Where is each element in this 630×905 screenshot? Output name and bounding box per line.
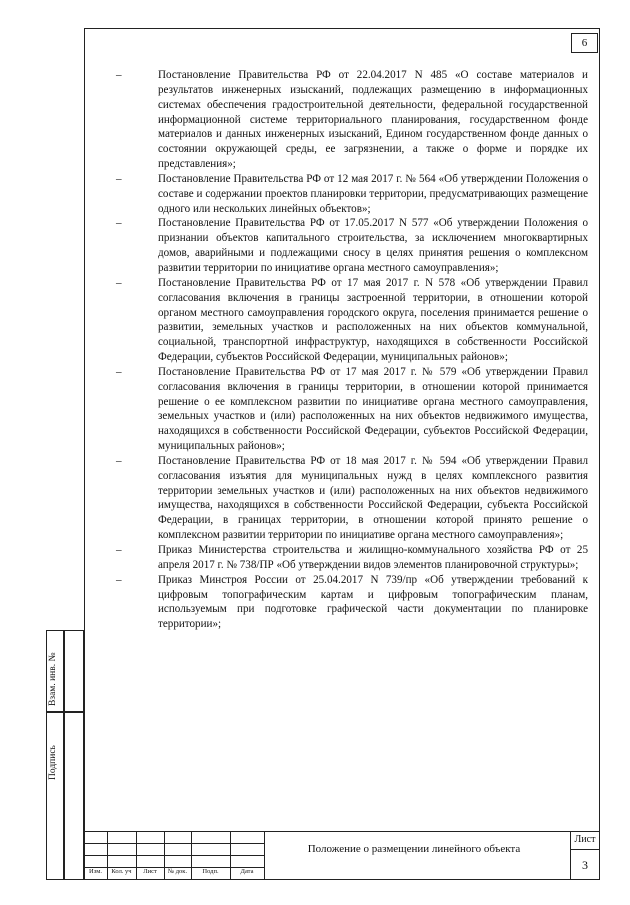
list-item-text: Постановление Правительства РФ от 17 мая 2017 г. № 579 «Об утверждении Правил согласования включения в границы территории, в отношении которой принимается решение о ее комплексном развитии по инициативе органа местного самоуправления, земельных участков и (или) расположенных на них объектов недвижимого имущества, находящихся в собственности Российской Федерации, субъектов Российской Федерации, муниципальных районов»; xyxy=(158,365,588,453)
list-item xyxy=(116,276,588,365)
list-item-text: Постановление Правительства РФ от 22.04.2017 N 485 «О составе материалов и результатов инженерных изысканий, подлежащих размещению в информационных системах обеспечения градостроительной деятельности, федеральной государственной информационной системе территориального планирования, государственном фонде материалов и данных инженерных изысканий, Едином государственном фонде данных о состоянии окружающей среды, ее загрязнении, а также о форме и порядке их представления»; xyxy=(158,69,588,171)
document-body xyxy=(116,68,588,632)
list-dash: – xyxy=(116,454,122,467)
list-item xyxy=(116,543,588,573)
list-dash: – xyxy=(116,365,122,378)
list-dash: – xyxy=(116,217,122,230)
title-block-line xyxy=(84,831,600,832)
vzam-inv-label: Взам. инв. № xyxy=(48,652,58,706)
side-stamp xyxy=(46,630,84,880)
list-item xyxy=(116,216,588,275)
list-item xyxy=(116,172,588,217)
list-item-text: Постановление Правительства РФ от 18 мая 2017 г. № 594 «Об утверждении Правил согласования изъятия для муниципальных нужд в целях комплексного развития территории земельных участков и (или) расположенных на них объектов недвижимого имущества, находящихся в собственности Российской Федерации, субъекта Российской Федерации, в границах территории, в отношении которой принято решение о комплексном развитии территории по инициативе органа местного самоуправления»; xyxy=(158,454,588,542)
title-block-line xyxy=(264,831,265,880)
title-block-line xyxy=(570,849,600,850)
document-title: Положение о размещении линейного объекта xyxy=(307,843,521,855)
page-number: 6 xyxy=(571,33,598,53)
list-item xyxy=(116,454,588,543)
sheet-number: 3 xyxy=(582,858,588,872)
col-kol-uch: Кол. уч xyxy=(111,868,132,875)
side-stamp-cell xyxy=(64,630,84,712)
list-item-text: Приказ Министерства строительства и жилищно-коммунального хозяйства РФ от 25 апреля 2017 г. № 738/ПР «Об утверждении видов элементов планировочной структуры»; xyxy=(158,544,588,571)
list-dash: – xyxy=(116,172,122,185)
col-list: Лист xyxy=(143,868,157,875)
title-block-line xyxy=(84,855,264,856)
list-item xyxy=(116,573,588,632)
podpis-label: Подпись xyxy=(48,745,58,780)
sheet-label: Лист xyxy=(574,834,596,845)
side-stamp-cell xyxy=(64,712,84,880)
title-block xyxy=(84,831,600,880)
list-item-text: Постановление Правительства РФ от 17 мая 2017 г. N 578 «Об утверждении Правил согласования включения в границы застроенной территории, в отношении которой органом местного самоуправления городского округа, поселения принимается решение о развитии, земельных участков и расположенных на них объектов коммунальной, социальной, транспортной инфраструктур, находящихся в собственности Российской Федерации, субъектов Российской Федерации, муниципальных районов»; xyxy=(158,276,588,364)
list-dash: – xyxy=(116,573,122,586)
list-item-text: Приказ Минстроя России от 25.04.2017 N 739/пр «Об утверждении требований к цифровым топографическим картам и цифровым топографическим планам, используемым при подготовке графической части документации по планировке территории»; xyxy=(158,573,588,631)
list-dash: – xyxy=(116,69,122,81)
list-dash: – xyxy=(116,276,122,289)
list-item xyxy=(116,365,588,454)
list-item xyxy=(116,68,588,172)
side-stamp-cell xyxy=(46,712,64,880)
col-n-dok: № док. xyxy=(167,868,188,875)
col-izm: Изм. xyxy=(89,868,102,875)
col-podp: Подп. xyxy=(202,868,219,875)
col-data: Дата xyxy=(240,868,254,875)
list-dash: – xyxy=(116,544,122,556)
title-block-line xyxy=(84,843,264,844)
list-item-text: Постановление Правительства РФ от 12 мая 2017 г. № 564 «Об утверждении Положения о составе и содержании проектов планировки территории, предусматривающих размещение одного или нескольких линейных объектов»; xyxy=(158,172,588,215)
list-item-text: Постановление Правительства РФ от 17.05.2017 N 577 «Об утверждении Положения о признании объектов капитального строительства, за исключением многоквартирных домов, аварийными и подлежащими сносу в целях принятия решения о комплексном развитии территории по инициативе органа местного самоуправления»; xyxy=(158,217,588,274)
